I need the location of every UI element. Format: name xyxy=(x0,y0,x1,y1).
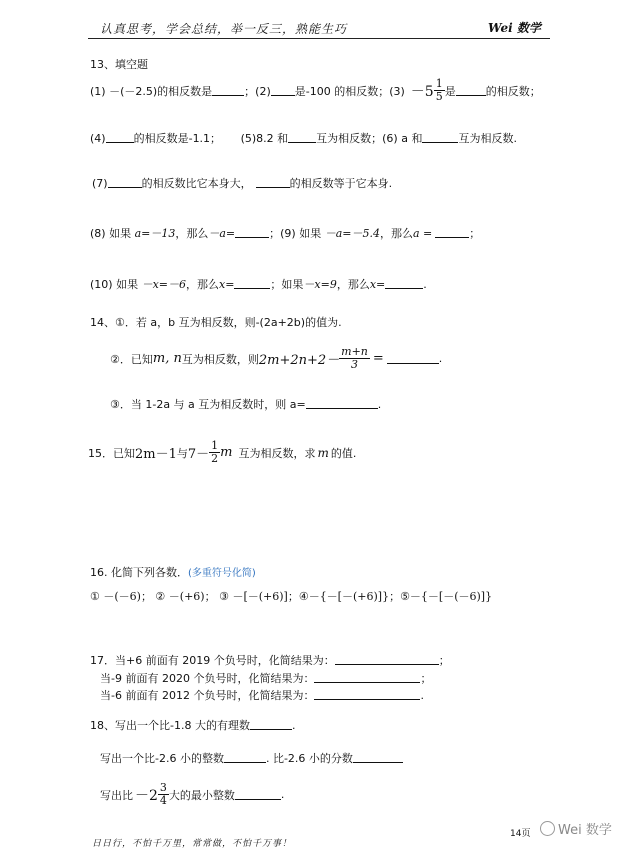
q13-l5-text-c: ；如果 xyxy=(270,278,304,291)
q13-l5-text-e: . xyxy=(423,278,427,291)
answer-blank[interactable] xyxy=(387,353,439,364)
answer-blank[interactable] xyxy=(224,752,266,763)
q13-l5-text-b: ，那么 xyxy=(186,278,219,291)
q18-l2-text-a: 写出一个比-2.6 小的整数 xyxy=(100,752,224,765)
answer-blank[interactable] xyxy=(234,278,270,289)
q13-l1-text-a: (1) －(－2.5)的相反数是 xyxy=(90,84,213,98)
q18-l1-text: 18、写出一个比-1.8 大的有理数 xyxy=(90,719,250,732)
q13-l5-text-d: ，那么 xyxy=(336,278,370,291)
math-variable: m xyxy=(317,445,329,460)
answer-blank[interactable] xyxy=(256,177,290,188)
q18-line3 xyxy=(100,782,284,807)
q14-part3 xyxy=(110,396,381,412)
answer-blank[interactable] xyxy=(108,177,142,188)
page-number: 14页 xyxy=(510,829,531,839)
equals-sign: = xyxy=(372,351,384,366)
answer-blank[interactable] xyxy=(314,689,420,700)
fraction-numerator: m+n xyxy=(341,345,368,358)
q17-line3 xyxy=(100,687,424,703)
q13-l1-text-c: 是-100 的相反数；(3) xyxy=(294,84,405,98)
q14-p3-end: . xyxy=(377,398,382,411)
fraction-denominator: 4 xyxy=(159,794,167,807)
header-motto: 认真思考，学会总结，举一反三，熟能生巧 xyxy=(100,22,348,36)
fraction-numerator: 3 xyxy=(159,781,167,794)
q17-l2-text: 当-9 前面有 2020 个负号时，化简结果为： xyxy=(100,672,315,685)
q16-title xyxy=(90,564,256,580)
math-expression: x= xyxy=(219,278,235,291)
q18-l1-end: . xyxy=(291,719,296,732)
fraction-denominator: 2 xyxy=(211,452,219,465)
q17-l1-end: ； xyxy=(438,654,450,667)
q17-l1-text: 17．当+6 前面有 2019 个负号时，化简结果为： xyxy=(90,654,335,667)
watermark-text: Wei 数学 xyxy=(558,823,612,838)
header-divider xyxy=(88,38,550,39)
math-expression: 2m－1 xyxy=(135,447,177,462)
answer-blank[interactable] xyxy=(271,85,295,96)
answer-blank[interactable] xyxy=(422,132,458,143)
math-expression: －x=－6 xyxy=(141,278,186,291)
q13-l2-text-e: 互为相反数. xyxy=(458,132,517,145)
q13-l4-text-a: (8) 如果 xyxy=(90,227,132,240)
fraction xyxy=(339,346,370,371)
q15-text-c: 互为相反数，求 xyxy=(238,446,316,460)
q18-l3-end: . xyxy=(280,788,285,801)
answer-blank[interactable] xyxy=(385,278,423,289)
answer-blank[interactable] xyxy=(250,719,292,730)
math-expression: 2m+2n+2－ xyxy=(258,353,340,368)
mixed-number-sign: －5 xyxy=(410,83,434,100)
answer-blank[interactable] xyxy=(235,789,281,800)
wechat-icon xyxy=(540,821,555,836)
fraction xyxy=(209,440,220,465)
math-expression: －a= xyxy=(208,227,236,240)
answer-blank[interactable] xyxy=(212,85,244,96)
q18-l2-text-b: . 比-2.6 小的分数 xyxy=(265,752,353,765)
q13-l5-text-a: (10) 如果 xyxy=(90,278,139,291)
answer-blank[interactable] xyxy=(353,752,403,763)
q14-part2 xyxy=(110,346,442,371)
q18-l3-text-b: 大的最小整数 xyxy=(168,788,235,802)
answer-blank[interactable] xyxy=(306,398,378,409)
math-expression: x= xyxy=(369,278,386,291)
q17-l3-text: 当-6 前面有 2012 个负号时，化简结果为： xyxy=(100,689,315,702)
footer-motto: 日日行，不怕千万里，常常做，不怕千万事！ xyxy=(92,839,293,849)
q16-title-text: 16. 化简下列各数． xyxy=(90,566,188,579)
q13-line1 xyxy=(90,78,541,103)
fraction-denominator: 3 xyxy=(351,358,359,371)
q15-question xyxy=(88,440,356,465)
q17-line1 xyxy=(90,652,450,668)
q14-p3-text: ③．当 1-2a 与 a 互为相反数时，则 a= xyxy=(110,398,306,411)
q13-l4-text-b: ，那么 xyxy=(175,227,209,240)
answer-blank[interactable] xyxy=(314,672,420,683)
answer-blank[interactable] xyxy=(235,227,269,238)
q13-l3-text-a: (7) xyxy=(92,177,108,190)
answer-blank[interactable] xyxy=(456,85,486,96)
answer-blank[interactable] xyxy=(106,132,134,143)
math-expression: a = xyxy=(413,227,433,240)
mixed-number-fraction xyxy=(158,782,169,807)
q15-text-a: 15．已知 xyxy=(88,446,135,460)
q18-line2 xyxy=(100,750,403,766)
q15-text-d: 的值. xyxy=(330,446,357,460)
header-brand: Wei 数学 xyxy=(488,21,541,35)
q13-l4-text-e: ； xyxy=(469,227,481,240)
q17-l2-end: ； xyxy=(420,672,432,685)
q13-line4 xyxy=(90,225,480,241)
q18-l3-text-a: 写出比 xyxy=(100,788,133,802)
q13-title: 13、填空题 xyxy=(90,58,148,71)
q17-line2 xyxy=(100,670,431,686)
math-expression: －x=9 xyxy=(303,278,337,291)
answer-blank[interactable] xyxy=(335,654,439,665)
q16-items: ① －(－6)； ② －(+6)； ③ －[－(+6)]；④－{－[－(+6)]}；⑤－{－[－(－6)]} xyxy=(90,590,493,603)
math-expression: m, n xyxy=(152,351,182,366)
q13-l1-text-e: 的相反数； xyxy=(485,84,541,98)
q14-part1: 14、①．若 a，b 互为相反数，则-(2a+2b)的值为. xyxy=(90,316,342,329)
fraction-denominator: 5 xyxy=(435,90,443,103)
math-expression: －a=－5.4 xyxy=(324,227,380,240)
q13-l3-text-b: 的相反数比它本身大， xyxy=(141,177,252,190)
q13-l4-text-c: ；(9) 如果 xyxy=(269,227,322,240)
q13-line2 xyxy=(90,130,517,146)
watermark xyxy=(540,819,612,838)
mixed-number-sign: －2 xyxy=(135,787,158,804)
q13-l3-text-c: 的相反数等于它本身. xyxy=(289,177,393,190)
answer-blank[interactable] xyxy=(288,132,316,143)
fraction-numerator: 1 xyxy=(435,77,443,90)
mixed-number-fraction xyxy=(434,78,445,103)
math-variable: m xyxy=(220,445,233,460)
q15-text-b: 与 xyxy=(176,446,188,460)
answer-blank[interactable] xyxy=(435,227,469,238)
q13-l4-text-d: ，那么 xyxy=(380,227,413,240)
q13-l2-text-c: (5)8.2 和 xyxy=(240,132,289,145)
math-expression: 7－ xyxy=(187,447,210,462)
q13-line3 xyxy=(92,175,392,191)
q14-p2-end: . xyxy=(438,352,443,365)
q13-line5 xyxy=(90,276,427,292)
q13-l2-text-b: 的相反数是-1.1； xyxy=(133,132,222,145)
fraction-numerator: 1 xyxy=(211,439,219,452)
q16-note: (多重符号化简) xyxy=(188,568,256,579)
q13-l1-text-d: 是 xyxy=(444,84,456,98)
q18-line1 xyxy=(90,717,295,733)
q14-p2-text-b: 互为相反数，则 xyxy=(181,352,259,366)
q13-l2-text-a: (4) xyxy=(90,132,106,145)
q13-l2-text-d: 互为相反数；(6) a 和 xyxy=(316,132,423,145)
q17-l3-end: . xyxy=(420,689,424,702)
math-expression: a=－13 xyxy=(134,227,176,240)
q13-l1-text-b: ；(2) xyxy=(244,84,271,98)
q14-p2-text-a: ②．已知 xyxy=(110,352,153,366)
